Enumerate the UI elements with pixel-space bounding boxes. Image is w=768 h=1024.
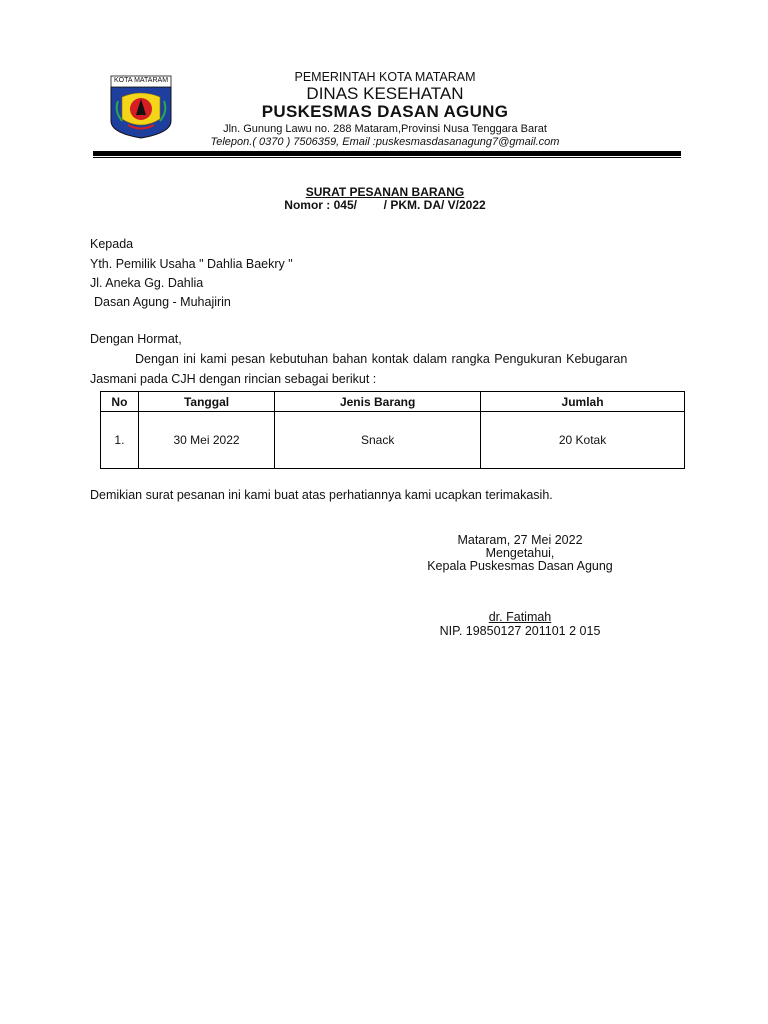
order-table-header	[101, 392, 685, 412]
signatory-name: dr. Fatimah	[488, 610, 552, 624]
emblem-label: KOTA MATARAM	[113, 77, 169, 84]
recipient-name: Yth. Pemilik Usaha " Dahlia Baekry "	[90, 257, 293, 271]
signature-position: Kepala Puskesmas Dasan Agung	[427, 559, 613, 573]
body-paragraph-line-2: Jasmani pada CJH dengan rincian sebagai berikut :	[90, 372, 377, 386]
cell-date: 30 Mei 2022	[138, 412, 274, 469]
closing-sentence: Demikian surat pesanan ini kami buat atas perhatiannya kami ucapkan terimakasih.	[90, 488, 553, 502]
letter-title: SURAT PESANAN BARANG	[305, 185, 465, 199]
body-paragraph-line-1: Dengan ini kami pesan kebutuhan bahan kontak dalam rangka Pengukuran Kebugaran	[135, 352, 628, 366]
government-name: PEMERINTAH KOTA MATARAM	[294, 70, 476, 84]
cell-item-type: Snack	[275, 412, 481, 469]
signature-acknowledged: Mengetahui,	[485, 546, 555, 560]
letterhead-divider-thin	[93, 157, 681, 158]
header-item-type: Jenis Barang	[275, 392, 481, 412]
greeting: Dengan Hormat,	[90, 332, 182, 346]
department-name: DINAS KESEHATAN	[306, 84, 464, 103]
institution-name: PUSKESMAS DASAN AGUNG	[261, 102, 509, 121]
recipient-salutation: Kepada	[90, 237, 134, 251]
letterhead-divider	[93, 151, 681, 156]
header-no: No	[101, 392, 139, 412]
header-date: Tanggal	[138, 392, 274, 412]
recipient-street: Jl. Aneka Gg. Dahlia	[90, 276, 204, 290]
table-row	[101, 412, 685, 469]
header-quantity: Jumlah	[481, 392, 685, 412]
cell-quantity: 20 Kotak	[481, 412, 685, 469]
letter-number: Nomor : 045/ / PKM. DA/ V/2022	[284, 198, 486, 212]
kota-mataram-emblem	[108, 75, 174, 139]
cell-no: 1.	[101, 412, 139, 469]
signatory-nip: NIP. 19850127 201101 2 015	[439, 624, 601, 638]
recipient-area: Dasan Agung - Muhajirin	[94, 295, 231, 309]
institution-contact: Telepon.( 0370 ) 7506359, Email :puskesmasdasanagung7@gmail.com	[210, 136, 560, 148]
institution-address: Jln. Gunung Lawu no. 288 Mataram,Provinsi Nusa Tenggara Barat	[223, 123, 547, 135]
signature-place-date: Mataram, 27 Mei 2022	[457, 533, 583, 547]
order-table	[100, 391, 685, 469]
